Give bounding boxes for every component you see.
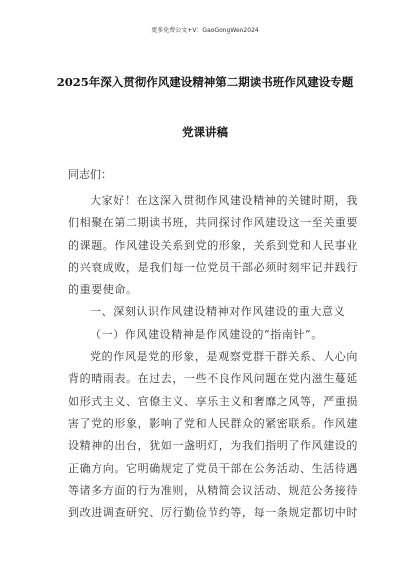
- document-subtitle: 党课讲稿: [182, 125, 228, 139]
- header-note: 更多免费公文+V：GaoGongWen2024: [151, 27, 259, 34]
- intro-paragraph: 大家好！在这深入贯彻作风建设精神的关键时期，我们相聚在第二期读书班，共同探讨作风建设这一至关重要的课题。作风建设关系到党的形象，关系到党和人民事业的兴衰成败，是我们每一位党员干部必须时刻牢记并践行的重要使命。: [68, 194, 358, 297]
- greeting: 同志们：: [68, 168, 112, 181]
- document-title: 2025年深入贯彻作风建设精神第二期读书班作风建设专题: [56, 75, 354, 89]
- subsection-heading: （一）作风建设精神是作风建设的“指南针”。: [90, 327, 323, 341]
- document-body: [68, 190, 358, 524]
- body-paragraph: 党的作风是党的形象，是观察党群干群关系、人心向背的晴雨表。在过去，一些不良作风问题在党内滋生蔓延如形式主义、官僚主义、享乐主义和奢靡之风等，严重损害了党的形象，影响了党和人民群众的紧密联系。作风建设精神的出台，犹如一盏明灯，为我们指明了作风建设的正确方向。它明确规定了党员干部在公务活动、生活待遇等诸多方面的行为准则，从精简会议活动、规范公务接待到改进调查研究、厉行勤俭节约等，每一条规定都切中时: [68, 350, 358, 520]
- section-heading: 一、深刻认识作风建设精神对作风建设的重大意义: [90, 305, 346, 319]
